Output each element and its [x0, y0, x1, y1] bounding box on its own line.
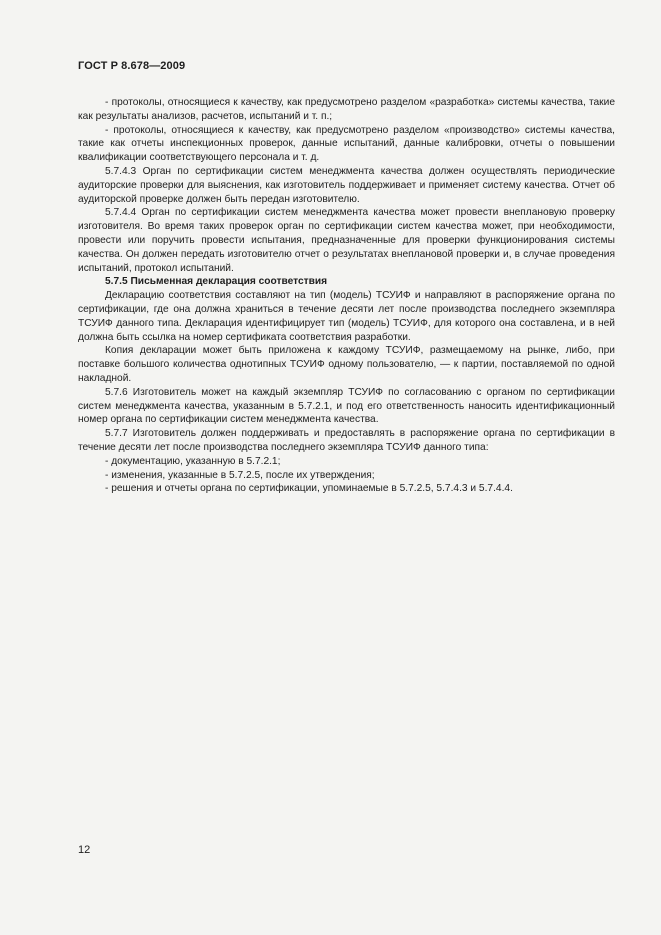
paragraph: 5.7.7 Изготовитель должен поддерживать и предоставлять в распоряжение органа по сертификации в течение десяти лет после производства последнего экземпляра ТСУИФ данного типа:	[78, 428, 615, 453]
list-item: - решения и отчеты органа по сертификации, упоминаемые в 5.7.2.5, 5.7.4.3 и 5.7.4.4.	[105, 483, 513, 495]
document-body	[78, 96, 615, 496]
list-item: - документацию, указанную в 5.7.2.1;	[105, 455, 281, 467]
page-number: 12	[78, 844, 91, 856]
paragraph: 5.7.4.4 Орган по сертификации систем менеджмента качества может провести внеплановую проверку изготовителя. Во время таких проверок орган по сертификации систем качества может, при необходимости, провести или поручить провести испытания, предназначенные для проверки функционирования системы качества. Он должен передать изготовителю отчет о результатах внеплановой проверки и, в случае проведения испытаний, протокол испытаний.	[78, 207, 615, 274]
list-item: - изменения, указанные в 5.7.2.5, после их утверждения;	[105, 469, 375, 481]
paragraph: - протоколы, относящиеся к качеству, как предусмотрено разделом «разработка» системы качества, такие как результаты анализов, расчетов, испытаний и т. п.;	[78, 97, 615, 122]
paragraph: 5.7.4.3 Орган по сертификации систем менеджмента качества должен осуществлять периодические аудиторские проверки для выяснения, как изготовитель поддерживает и применяет систему качества. Отчет об аудиторской проверке должен быть передан изготовителю.	[78, 165, 615, 205]
paragraph: Декларацию соответствия составляют на тип (модель) ТСУИФ и направляют в распоряжение органа по сертификации, где она должна храниться в течение десяти лет после производства последнего экземпляра ТСУИФ данного типа. Декларация идентифицирует тип (модель) ТСУИФ, для которого она составлена, и в ней должна быть ссылка на номер сертификата соответствия разработки.	[78, 290, 615, 343]
document-header: ГОСТ Р 8.678—2009	[78, 60, 186, 72]
section-heading: 5.7.5 Письменная декларация соответствия	[105, 276, 328, 288]
paragraph: - протоколы, относящиеся к качеству, как предусмотрено разделом «производство» системы качества, такие как отчеты инспекционных проверок, данные испытаний, данные калибровки, отчеты о повышении квалификации соответствующего персонала и т. д.	[78, 124, 615, 164]
paragraph: Копия декларации может быть приложена к каждому ТСУИФ, размещаемому на рынке, либо, при поставке большого количества однотипных ТСУИФ одному пользователю, — к партии, поставляемой по одной накладной.	[78, 345, 615, 384]
paragraph: 5.7.6 Изготовитель может на каждый экземпляр ТСУИФ по согласованию с органом по сертификации систем менеджмента качества, указанным в 5.7.2.1, и под его ответственность наносить идентификационный номер органа по сертификации систем менеджмента качества.	[78, 386, 615, 426]
